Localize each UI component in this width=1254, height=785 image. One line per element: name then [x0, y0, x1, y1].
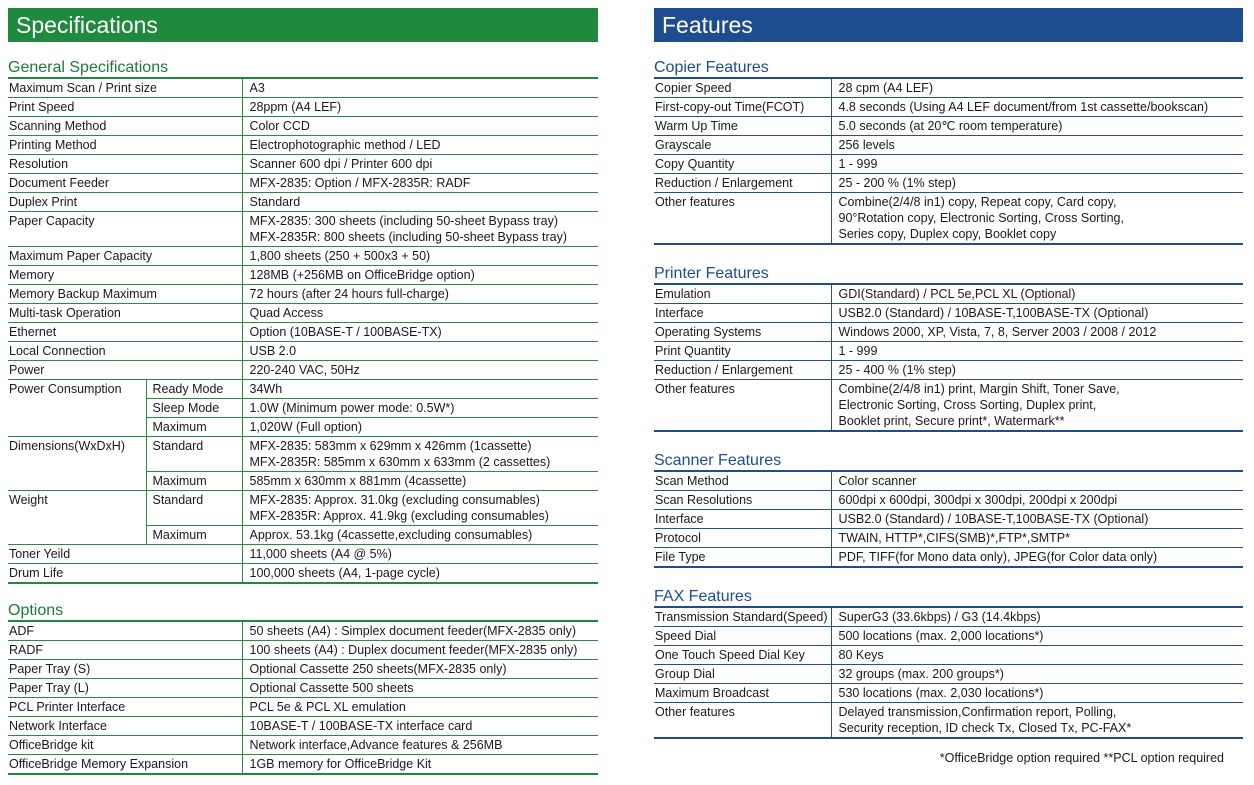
- table-row: [654, 607, 1243, 627]
- fax-features-table: [654, 606, 1243, 739]
- value-text: Windows 2000, XP, Vista, 7, 8, Server 2003 / 2008 / 2012: [838, 325, 1157, 339]
- value-text: USB2.0 (Standard) / 10BASE-T,100BASE-TX (Optional): [838, 306, 1149, 320]
- label-cell: Emulation: [654, 284, 831, 304]
- value-cell: [831, 323, 1243, 342]
- label-cell: Paper Capacity: [8, 212, 242, 247]
- value-text: USB2.0 (Standard) / 10BASE-T,100BASE-TX (Optional): [838, 512, 1149, 526]
- value-text: Approx. 53.1kg (4cassette,excluding consumables): [249, 528, 533, 542]
- table-row: [8, 736, 598, 755]
- label-cell: Network Interface: [8, 717, 242, 736]
- value-text: PDF, TIFF(for Mono data only), JPEG(for Color data only): [838, 550, 1158, 564]
- table-row: [8, 545, 598, 564]
- options-title: Options: [8, 602, 64, 619]
- printer-features-table: [654, 283, 1243, 432]
- table-row: [654, 703, 1243, 739]
- value-text: GDI(Standard) / PCL 5e,PCL XL (Optional): [838, 287, 1076, 301]
- value-cell: [831, 627, 1243, 646]
- label-cell: First-copy-out Time(FCOT): [654, 98, 831, 117]
- value-cell: [831, 471, 1243, 491]
- table-row: [654, 342, 1243, 361]
- value-text: 1 - 999: [838, 157, 878, 171]
- value-cell: [831, 78, 1243, 98]
- value-text: Electrophotographic method / LED: [249, 138, 441, 152]
- value-cell: [831, 665, 1243, 684]
- value-text: Combine(2/4/8 in1) print, Margin Shift, Toner Save,: [838, 382, 1120, 396]
- fax-features-title: FAX Features: [654, 588, 752, 605]
- label-cell: Scan Method: [654, 471, 831, 491]
- value-text: Standard: [249, 195, 301, 209]
- value-cell: [242, 247, 598, 266]
- value-cell: [831, 361, 1243, 380]
- table-row: [654, 155, 1243, 174]
- table-row: [654, 529, 1243, 548]
- value-text: 128MB (+256MB on OfficeBridge option): [249, 268, 475, 282]
- label-cell: Maximum Scan / Print size: [8, 78, 242, 98]
- sub-label-cell: Sleep Mode: [146, 399, 242, 418]
- value-text: Optional Cassette 500 sheets: [249, 681, 414, 695]
- table-row: [654, 510, 1243, 529]
- table-row: [654, 684, 1243, 703]
- label-cell: File Type: [654, 548, 831, 568]
- value-cell: [242, 174, 598, 193]
- table-row: [8, 491, 598, 526]
- label-cell: Maximum Broadcast: [654, 684, 831, 703]
- value-text: Color CCD: [249, 119, 310, 133]
- value-text: Booklet print, Secure print*, Watermark**: [838, 414, 1065, 428]
- value-cell: [831, 380, 1243, 432]
- general-specifications-table: [8, 77, 598, 584]
- label-cell: Warm Up Time: [654, 117, 831, 136]
- label-cell: Power: [8, 361, 242, 380]
- printer-features-title: Printer Features: [654, 265, 769, 282]
- value-text: Quad Access: [249, 306, 324, 320]
- value-text: 100,000 sheets (A4, 1-page cycle): [249, 566, 440, 580]
- table-row: [654, 665, 1243, 684]
- value-cell: [242, 736, 598, 755]
- label-cell: Print Quantity: [654, 342, 831, 361]
- value-text: 1.0W (Minimum power mode: 0.5W*): [249, 401, 455, 415]
- value-cell: [242, 266, 598, 285]
- value-text: MFX-2835: Approx. 31.0kg (excluding consumables): [249, 493, 540, 507]
- value-cell: [831, 304, 1243, 323]
- value-cell: [242, 679, 598, 698]
- value-cell: [242, 304, 598, 323]
- value-text: Combine(2/4/8 in1) copy, Repeat copy, Card copy,: [838, 195, 1117, 209]
- footnote: *OfficeBridge option required **PCL option required: [939, 751, 1224, 765]
- value-cell: [831, 646, 1243, 665]
- table-row: [8, 698, 598, 717]
- label-cell: Resolution: [8, 155, 242, 174]
- value-cell: [831, 174, 1243, 193]
- value-cell: [242, 717, 598, 736]
- value-cell: [242, 545, 598, 564]
- value-text: Security reception, ID check Tx, Closed Tx, PC-FAX*: [838, 721, 1132, 735]
- value-cell: [242, 193, 598, 212]
- value-text: MFX-2835: 583mm x 629mm x 426mm (1cassette): [249, 439, 532, 453]
- value-cell: [831, 510, 1243, 529]
- table-row: [8, 193, 598, 212]
- options-table: [8, 620, 598, 775]
- table-row: [654, 323, 1243, 342]
- value-cell: [242, 155, 598, 174]
- value-text: Optional Cassette 250 sheets(MFX-2835 only): [249, 662, 507, 676]
- table-row: [8, 117, 598, 136]
- table-row: [654, 284, 1243, 304]
- label-cell: OfficeBridge Memory Expansion: [8, 755, 242, 775]
- value-text: 80 Keys: [838, 648, 884, 662]
- value-cell: [242, 212, 598, 247]
- value-cell: [831, 607, 1243, 627]
- table-row: [8, 361, 598, 380]
- value-text: 1 - 999: [838, 344, 878, 358]
- value-text: 100 sheets (A4) : Duplex document feeder(MFX-2835 only): [249, 643, 578, 657]
- value-text: MFX-2835: 300 sheets (including 50-sheet Bypass tray): [249, 214, 558, 228]
- label-cell: Group Dial: [654, 665, 831, 684]
- label-cell: Dimensions(WxDxH): [8, 437, 146, 491]
- value-cell: [242, 380, 598, 399]
- value-cell: [242, 526, 598, 545]
- value-text: USB 2.0: [249, 344, 297, 358]
- label-cell: Operating Systems: [654, 323, 831, 342]
- table-row: [8, 174, 598, 193]
- value-text: 72 hours (after 24 hours full-charge): [249, 287, 449, 301]
- label-cell: Protocol: [654, 529, 831, 548]
- sub-label-cell: Maximum: [146, 472, 242, 491]
- table-row: [8, 717, 598, 736]
- table-row: [8, 621, 598, 641]
- table-row: [8, 755, 598, 775]
- table-row: [8, 564, 598, 584]
- label-cell: OfficeBridge kit: [8, 736, 242, 755]
- value-cell: [242, 418, 598, 437]
- value-cell: [831, 491, 1243, 510]
- table-row: [654, 193, 1243, 245]
- value-text: 25 - 400 % (1% step): [838, 363, 956, 377]
- label-cell: Weight: [8, 491, 146, 545]
- table-row: [8, 437, 598, 472]
- label-cell: ADF: [8, 621, 242, 641]
- label-cell: Grayscale: [654, 136, 831, 155]
- value-text: 4.8 seconds (Using A4 LEF document/from 1st cassette/bookscan): [838, 100, 1209, 114]
- value-cell: [242, 698, 598, 717]
- sub-label-cell: Standard: [146, 437, 242, 472]
- label-cell: Reduction / Enlargement: [654, 361, 831, 380]
- label-cell: Other features: [654, 380, 831, 432]
- value-cell: [831, 98, 1243, 117]
- label-cell: Memory Backup Maximum: [8, 285, 242, 304]
- label-cell: Ethernet: [8, 323, 242, 342]
- value-text: 585mm x 630mm x 881mm (4cassette): [249, 474, 467, 488]
- value-cell: [831, 548, 1243, 568]
- value-text: Series copy, Duplex copy, Booklet copy: [838, 227, 1057, 241]
- label-cell: Scanning Method: [8, 117, 242, 136]
- label-cell: Duplex Print: [8, 193, 242, 212]
- label-cell: PCL Printer Interface: [8, 698, 242, 717]
- table-row: [8, 212, 598, 247]
- value-text: MFX-2835R: 585mm x 630mm x 633mm (2 cassettes): [249, 455, 551, 469]
- value-cell: [242, 437, 598, 472]
- value-cell: [242, 117, 598, 136]
- value-cell: [242, 621, 598, 641]
- sub-label-cell: Maximum: [146, 526, 242, 545]
- table-row: [654, 117, 1243, 136]
- table-row: [654, 361, 1243, 380]
- label-cell: Memory: [8, 266, 242, 285]
- value-cell: [242, 323, 598, 342]
- scanner-features-title: Scanner Features: [654, 452, 782, 469]
- label-cell: Speed Dial: [654, 627, 831, 646]
- value-cell: [242, 342, 598, 361]
- value-cell: [831, 193, 1243, 245]
- value-text: 1,020W (Full option): [249, 420, 363, 434]
- table-row: [8, 679, 598, 698]
- label-cell: Transmission Standard(Speed): [654, 607, 831, 627]
- value-text: 500 locations (max. 2,000 locations*): [838, 629, 1044, 643]
- value-text: 28 cpm (A4 LEF): [838, 81, 933, 95]
- table-row: [8, 304, 598, 323]
- label-cell: Interface: [654, 304, 831, 323]
- table-row: [654, 78, 1243, 98]
- sub-label-cell: Maximum: [146, 418, 242, 437]
- value-cell: [831, 117, 1243, 136]
- table-row: [654, 174, 1243, 193]
- value-cell: [831, 284, 1243, 304]
- value-cell: [831, 703, 1243, 739]
- value-text: 600dpi x 600dpi, 300dpi x 300dpi, 200dpi x 200dpi: [838, 493, 1118, 507]
- value-cell: [242, 472, 598, 491]
- value-text: Network interface,Advance features & 256MB: [249, 738, 503, 752]
- value-text: Delayed transmission,Confirmation report, Polling,: [838, 705, 1117, 719]
- table-row: [8, 78, 598, 98]
- label-cell: Paper Tray (L): [8, 679, 242, 698]
- features-banner: Features: [654, 8, 1243, 42]
- label-cell: Document Feeder: [8, 174, 242, 193]
- label-cell: Toner Yeild: [8, 545, 242, 564]
- copier-features-table: [654, 77, 1243, 245]
- table-row: [654, 548, 1243, 568]
- value-text: PCL 5e & PCL XL emulation: [249, 700, 406, 714]
- value-text: MFX-2835: Option / MFX-2835R: RADF: [249, 176, 471, 190]
- value-text: 50 sheets (A4) : Simplex document feeder(MFX-2835 only): [249, 624, 577, 638]
- features-column: [654, 8, 1243, 739]
- value-text: Color scanner: [838, 474, 917, 488]
- value-text: TWAIN, HTTP*,CIFS(SMB)*,FTP*,SMTP*: [838, 531, 1070, 545]
- table-row: [8, 342, 598, 361]
- table-row: [654, 471, 1243, 491]
- label-cell: Drum Life: [8, 564, 242, 584]
- table-row: [8, 323, 598, 342]
- label-cell: Interface: [654, 510, 831, 529]
- value-cell: [831, 136, 1243, 155]
- label-cell: Print Speed: [8, 98, 242, 117]
- table-row: [8, 98, 598, 117]
- table-row: [8, 660, 598, 679]
- value-text: 256 levels: [838, 138, 895, 152]
- value-cell: [242, 285, 598, 304]
- label-cell: Multi-task Operation: [8, 304, 242, 323]
- label-cell: One Touch Speed Dial Key: [654, 646, 831, 665]
- table-row: [8, 380, 598, 399]
- table-row: [654, 136, 1243, 155]
- label-cell: RADF: [8, 641, 242, 660]
- table-row: [8, 247, 598, 266]
- table-row: [654, 304, 1243, 323]
- value-cell: [831, 684, 1243, 703]
- table-row: [654, 98, 1243, 117]
- value-cell: [242, 98, 598, 117]
- specifications-banner: Specifications: [8, 8, 598, 42]
- value-text: 28ppm (A4 LEF): [249, 100, 342, 114]
- label-cell: Power Consumption: [8, 380, 146, 437]
- sub-label-cell: Standard: [146, 491, 242, 526]
- label-cell: Other features: [654, 703, 831, 739]
- table-row: [654, 627, 1243, 646]
- copier-features-title: Copier Features: [654, 59, 769, 76]
- specifications-column: [8, 8, 598, 775]
- value-cell: [242, 491, 598, 526]
- value-text: 220-240 VAC, 50Hz: [249, 363, 360, 377]
- value-text: 530 locations (max. 2,030 locations*): [838, 686, 1044, 700]
- label-cell: Printing Method: [8, 136, 242, 155]
- value-text: A3: [249, 81, 265, 95]
- label-cell: Other features: [654, 193, 831, 245]
- value-text: 10BASE-T / 100BASE-TX interface card: [249, 719, 473, 733]
- value-text: MFX-2835R: Approx. 41.9kg (excluding consumables): [249, 509, 549, 523]
- value-text: Electronic Sorting, Cross Sorting, Duplex print,: [838, 398, 1097, 412]
- label-cell: Copier Speed: [654, 78, 831, 98]
- table-row: [8, 641, 598, 660]
- value-cell: [242, 755, 598, 775]
- label-cell: Paper Tray (S): [8, 660, 242, 679]
- label-cell: Copy Quantity: [654, 155, 831, 174]
- value-cell: [831, 155, 1243, 174]
- value-cell: [242, 564, 598, 584]
- label-cell: Local Connection: [8, 342, 242, 361]
- value-text: 1GB memory for OfficeBridge Kit: [249, 757, 432, 771]
- value-text: 1,800 sheets (250 + 500x3 + 50): [249, 249, 431, 263]
- value-cell: [242, 641, 598, 660]
- value-text: Scanner 600 dpi / Printer 600 dpi: [249, 157, 433, 171]
- label-cell: Reduction / Enlargement: [654, 174, 831, 193]
- value-cell: [242, 136, 598, 155]
- table-row: [654, 646, 1243, 665]
- value-cell: [242, 78, 598, 98]
- value-text: 11,000 sheets (A4 @ 5%): [249, 547, 392, 561]
- sub-label-cell: Ready Mode: [146, 380, 242, 399]
- table-row: [8, 155, 598, 174]
- value-text: Option (10BASE-T / 100BASE-TX): [249, 325, 442, 339]
- table-row: [8, 266, 598, 285]
- general-specifications-title: General Specifications: [8, 59, 169, 76]
- value-text: 32 groups (max. 200 groups*): [838, 667, 1004, 681]
- value-text: 90°Rotation copy, Electronic Sorting, Cross Sorting,: [838, 211, 1124, 225]
- value-cell: [242, 361, 598, 380]
- table-row: [8, 285, 598, 304]
- table-row: [654, 491, 1243, 510]
- value-cell: [831, 529, 1243, 548]
- value-cell: [242, 660, 598, 679]
- label-cell: Scan Resolutions: [654, 491, 831, 510]
- value-cell: [831, 342, 1243, 361]
- table-row: [8, 136, 598, 155]
- value-text: 25 - 200 % (1% step): [838, 176, 956, 190]
- value-text: 34Wh: [249, 382, 283, 396]
- value-text: SuperG3 (33.6kbps) / G3 (14.4kbps): [838, 610, 1041, 624]
- scanner-features-table: [654, 470, 1243, 568]
- table-row: [654, 380, 1243, 432]
- label-cell: Maximum Paper Capacity: [8, 247, 242, 266]
- value-text: MFX-2835R: 800 sheets (including 50-sheet Bypass tray): [249, 230, 568, 244]
- value-text: 5.0 seconds (at 20℃ room temperature): [838, 119, 1063, 133]
- value-cell: [242, 399, 598, 418]
